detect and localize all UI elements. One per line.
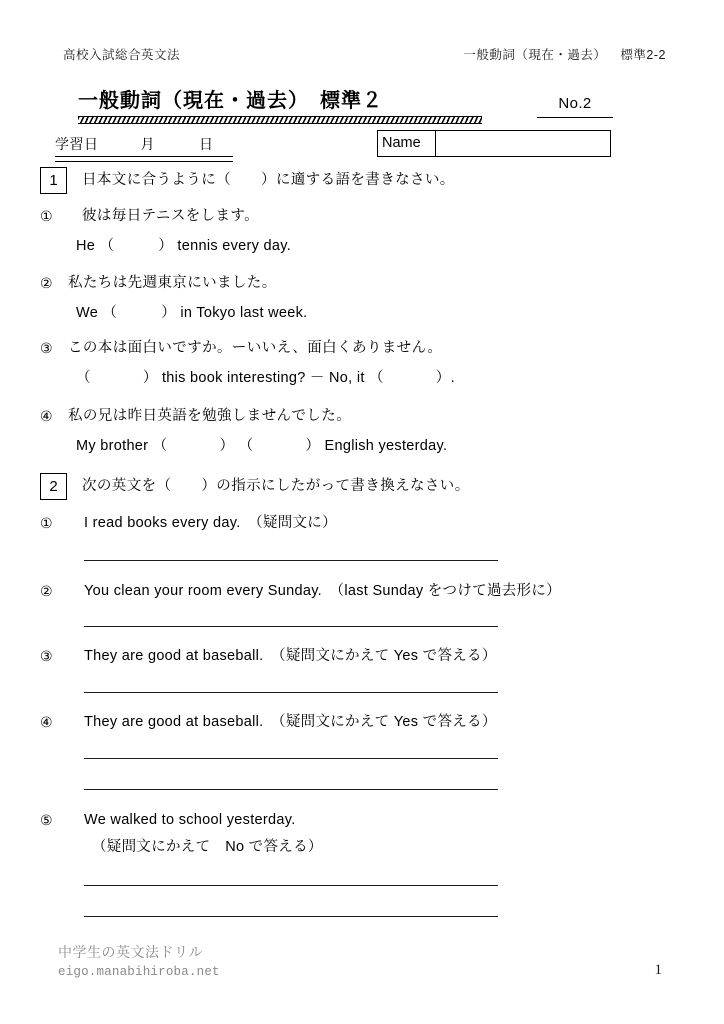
english-part-a: We （ bbox=[76, 305, 118, 321]
english-part-b: ） in Tokyo last week. bbox=[161, 305, 308, 321]
section-1-instruction-before: 日本文に合うように（ bbox=[82, 172, 231, 188]
english-part-a: He （ bbox=[76, 238, 115, 254]
english-part-a: （ bbox=[76, 370, 91, 386]
footer bbox=[58, 944, 220, 981]
study-date-field[interactable] bbox=[55, 134, 233, 162]
question-marker: ⑤ bbox=[40, 812, 53, 828]
answer-line[interactable] bbox=[84, 692, 498, 693]
question-marker: ② bbox=[40, 583, 53, 599]
answer-line[interactable] bbox=[84, 626, 498, 627]
section-1-instruction bbox=[82, 169, 455, 191]
section-2-instruction bbox=[82, 475, 470, 497]
title-decorative-rule bbox=[78, 116, 482, 124]
running-header-left: 高校入試総合英文法 bbox=[63, 48, 181, 62]
question-japanese: 彼は毎日テニスをします。 bbox=[82, 208, 260, 224]
sheet-number: No.2 bbox=[558, 95, 592, 112]
question-sentence: You clean your room every Sunday. （last Sunday をつけて過去形に） bbox=[84, 583, 561, 599]
question-japanese: 私の兄は昨日英語を勉強しませんでした。 bbox=[68, 408, 352, 424]
answer-line[interactable] bbox=[84, 758, 498, 759]
english-part-b: ） tennis every day. bbox=[158, 238, 292, 254]
question-sentence: We walked to school yesterday. bbox=[84, 812, 296, 828]
question-marker: ③ bbox=[40, 340, 53, 356]
english-part-a: My brother （ bbox=[76, 438, 168, 454]
answer-line[interactable] bbox=[84, 885, 498, 886]
question-japanese: この本は面白いですか。ーいいえ、面白くありません。 bbox=[68, 340, 443, 356]
answer-line[interactable] bbox=[84, 916, 498, 917]
answer-line[interactable] bbox=[84, 560, 498, 561]
section-1-instruction-after: ）に適する語を書きなさい。 bbox=[261, 172, 455, 188]
question-sentence: They are good at baseball. （疑問文にかえて Yes で答える） bbox=[84, 714, 497, 730]
english-part-c: ）. bbox=[435, 370, 455, 386]
english-part-b: ） （ bbox=[219, 438, 254, 454]
question-marker: ④ bbox=[40, 408, 53, 424]
study-date-label: 学習日 bbox=[55, 136, 99, 152]
page-number: 1 bbox=[654, 962, 662, 978]
footer-site-url: eigo.manabihiroba.net bbox=[58, 965, 220, 979]
study-date-day-label: 日 bbox=[199, 136, 214, 152]
page-title-block bbox=[78, 88, 498, 124]
running-header-level: 標準2-2 bbox=[620, 48, 666, 62]
sheet-number-block bbox=[537, 94, 613, 118]
page-title: 一般動詞（現在・過去） 標準２ bbox=[78, 90, 383, 112]
question-marker: ① bbox=[40, 515, 53, 531]
question-marker: ③ bbox=[40, 648, 53, 664]
english-part-c: ） English yesterday. bbox=[305, 438, 448, 454]
section-2-number: 2 bbox=[40, 473, 67, 500]
running-header bbox=[0, 45, 724, 65]
running-header-topic: 一般動詞（現在・過去） bbox=[463, 48, 607, 62]
question-marker: ① bbox=[40, 208, 53, 224]
study-date-row bbox=[55, 134, 233, 154]
english-part-b: ） this book interesting? － No, it （ bbox=[142, 370, 384, 386]
question-english bbox=[76, 235, 291, 257]
sheet-number-rule bbox=[537, 117, 613, 118]
name-field-label: Name bbox=[378, 131, 436, 156]
study-date-double-rule bbox=[55, 156, 233, 162]
name-input[interactable] bbox=[436, 131, 610, 156]
section-1-number: 1 bbox=[40, 167, 67, 194]
question-english bbox=[76, 367, 455, 389]
study-date-month-label: 月 bbox=[140, 136, 155, 152]
question-sentence: They are good at baseball. （疑問文にかえて Yes で答える） bbox=[84, 648, 497, 664]
question-marker: ② bbox=[40, 275, 53, 291]
question-sentence: I read books every day. （疑問文に） bbox=[84, 515, 337, 531]
question-english bbox=[76, 435, 447, 457]
answer-line[interactable] bbox=[84, 789, 498, 790]
section-2-instruction-after: ）の指示にしたがって書き換えなさい。 bbox=[201, 478, 470, 494]
question-japanese: 私たちは先週東京にいました。 bbox=[68, 275, 277, 291]
question-marker: ④ bbox=[40, 714, 53, 730]
question-english bbox=[76, 302, 307, 324]
footer-site-name: 中学生の英文法ドリル bbox=[58, 946, 203, 961]
section-2-instruction-before: 次の英文を（ bbox=[82, 478, 172, 494]
running-header-right bbox=[463, 45, 666, 63]
name-field[interactable] bbox=[377, 130, 611, 157]
question-sentence-line2: （疑問文にかえて No で答える） bbox=[92, 839, 323, 855]
